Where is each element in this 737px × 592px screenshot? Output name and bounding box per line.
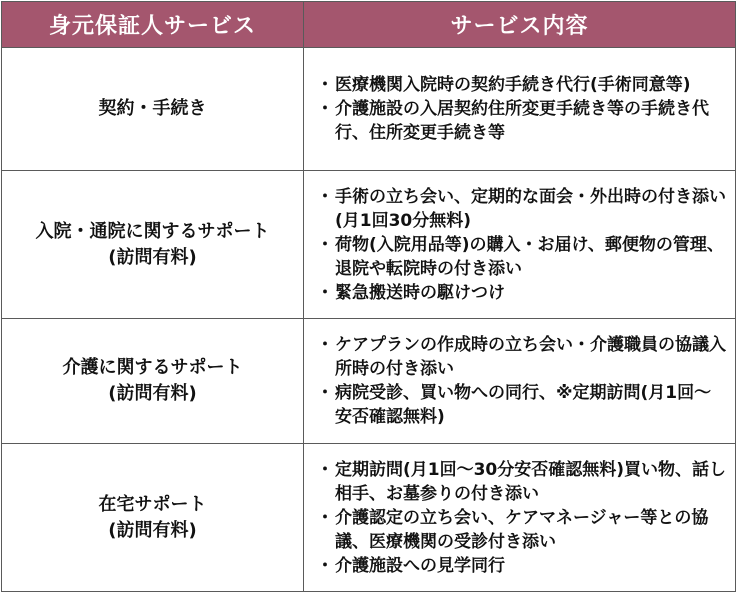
bullet: ・	[316, 75, 334, 95]
header-guarantor-service: 身元保証人サービス	[2, 2, 304, 48]
bullet: ・	[316, 335, 334, 355]
service-name-cell	[2, 444, 304, 592]
bullet: ・	[316, 383, 334, 403]
bullet: ・	[316, 99, 334, 119]
service-detail-cell	[304, 444, 736, 592]
list-item	[316, 233, 727, 281]
service-detail-cell	[304, 319, 736, 444]
list-item	[316, 333, 727, 381]
service-name-note: (訪問有料)	[108, 383, 197, 404]
service-item-text: 荷物(入院用品等)の購入・お届け、郵便物の管理、退院や転院時の付き添い	[335, 234, 724, 279]
list-item	[316, 73, 727, 97]
table-row	[2, 444, 736, 592]
service-name-note: (訪問有料)	[108, 519, 197, 541]
list-item	[316, 97, 727, 145]
bullet: ・	[316, 507, 334, 528]
service-detail-cell	[304, 171, 736, 319]
service-name-cell	[2, 319, 304, 444]
service-item-text: 手術の立ち会い、定期的な面会・外出時の付き添い(月1回30分無料)	[335, 186, 726, 231]
list-item	[316, 458, 727, 506]
service-item-text: 医療機関入院時の契約手続き代行(手術同意等)	[335, 75, 691, 95]
table-row	[2, 48, 736, 171]
service-item-text: 緊急搬送時の駆けつけ	[335, 282, 505, 303]
bullet: ・	[316, 234, 334, 255]
service-name-note: (訪問有料)	[108, 246, 197, 268]
table-header-row	[2, 2, 736, 48]
list-item	[316, 506, 727, 554]
service-name: 在宅サポート	[98, 493, 207, 515]
service-name: 介護に関するサポート	[62, 357, 243, 378]
service-item-list	[316, 185, 727, 305]
list-item	[316, 281, 727, 305]
table-row	[2, 319, 736, 444]
service-item-list	[316, 73, 727, 145]
service-item-text: 介護施設の入居契約住所変更手続き等の手続き代行、住所変更手続き等	[335, 99, 709, 143]
service-item-list	[316, 333, 727, 429]
service-name-cell	[2, 48, 304, 171]
bullet: ・	[316, 459, 334, 480]
list-item	[316, 185, 727, 233]
table-row	[2, 171, 736, 319]
service-item-text: 介護施設への見学同行	[335, 555, 505, 576]
list-item	[316, 554, 727, 578]
bullet: ・	[316, 555, 334, 576]
service-item-text: 介護認定の立ち会い、ケアマネージャー等との協議、医療機関の受診付き添い	[335, 507, 709, 552]
service-name: 契約・手続き	[98, 98, 207, 119]
service-item-list	[316, 458, 727, 578]
service-table	[1, 1, 736, 592]
bullet: ・	[316, 282, 334, 303]
service-item-text: ケアプランの作成時の立ち会い・介護職員の協議入所時の付き添い	[335, 335, 726, 379]
service-name: 入院・通院に関するサポート	[35, 220, 270, 242]
service-name-cell	[2, 171, 304, 319]
service-item-text: 定期訪問(月1回〜30分安否確認無料)買い物、話し相手、お墓参りの付き添い	[335, 459, 727, 504]
service-item-text: 病院受診、買い物への同行、※定期訪問(月1回〜安否確認無料)	[335, 383, 712, 427]
bullet: ・	[316, 186, 334, 207]
header-service-content: サービス内容	[304, 2, 736, 48]
service-detail-cell	[304, 48, 736, 171]
list-item	[316, 381, 727, 429]
